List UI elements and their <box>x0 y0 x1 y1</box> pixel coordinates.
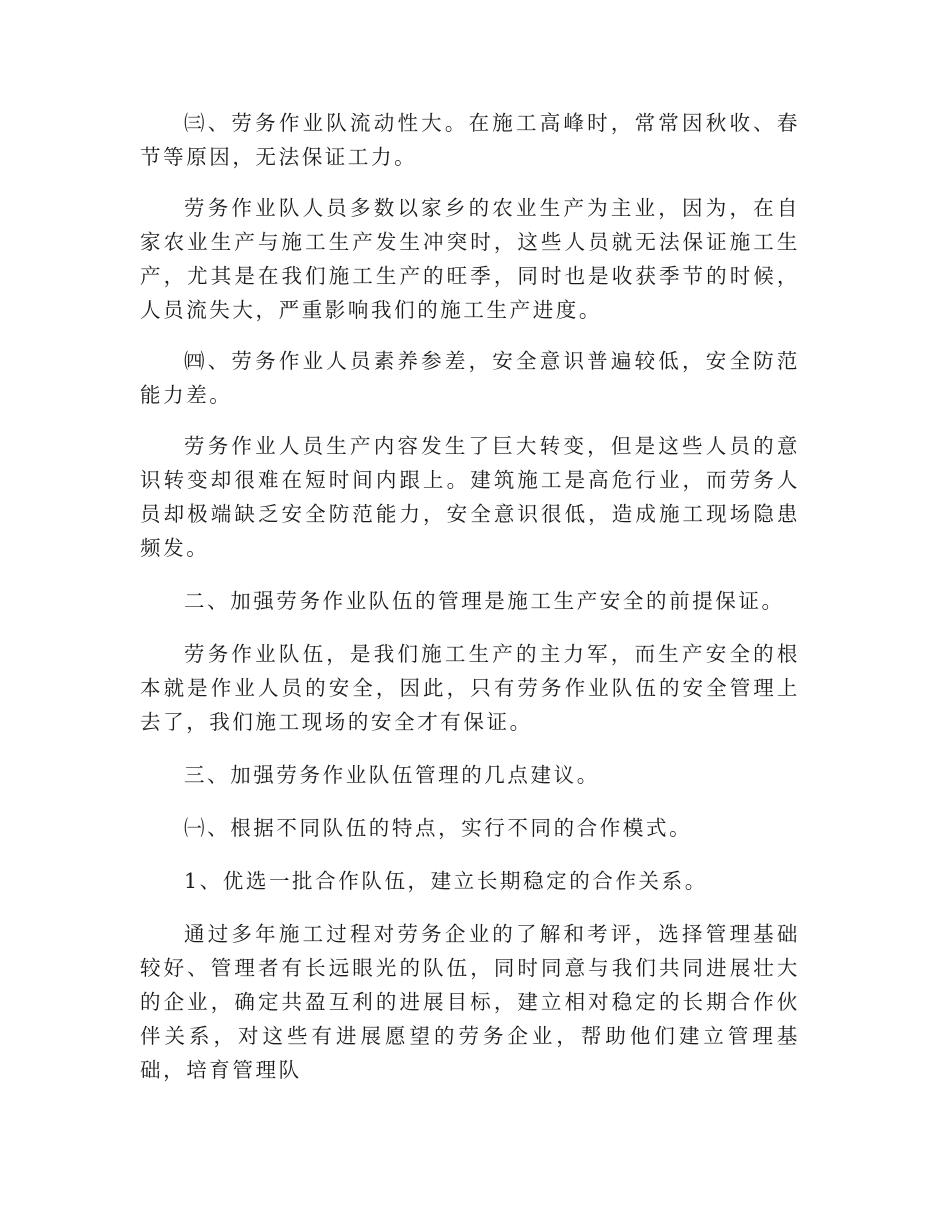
paragraph-safety-awareness-detail: 劳务作业人员生产内容发生了巨大转变，但是这些人员的意识转变却很难在短时间内跟上。建筑施工是高危行业，而劳务人员却极端缺乏安全防范能力，安全意识很低，造成施工现场隐患频发。 <box>140 434 800 560</box>
paragraph-section-two-detail: 劳务作业队伍，是我们施工生产的主力军，而生产安全的根本就是作业人员的安全，因此，只有劳务作业队伍的安全管理上去了，我们施工现场的安全才有保证。 <box>140 642 800 734</box>
subheading-cooperation-modes: ㈠、根据不同队伍的特点，实行不同的合作模式。 <box>184 816 693 840</box>
subheading-long-term-partners: 1、优选一批合作队伍，建立长期稳定的合作关系。 <box>184 869 708 893</box>
section-heading-two: 二、加强劳务作业队伍的管理是施工生产安全的前提保证。 <box>184 589 785 613</box>
paragraph-labor-mobility-detail: 劳务作业队人员多数以家乡的农业生产为主业，因为，在自家农业生产与施工生产发生冲突时，这些人员就无法保证施工生产，尤其是在我们施工生产的旺季，同时也是收获季节的时候，人员流失大，严重影响我们的施工生产进度。 <box>140 196 800 322</box>
paragraph-long-term-partners-detail: 通过多年施工过程对劳务企业的了解和考评，选择管理基础较好、管理者有长远眼光的队伍，同时同意与我们共同进展壮大的企业，确定共盈互利的进展目标，建立相对稳定的长期合作伙伴关系，对这些有进展愿望的劳务企业，帮助他们建立管理基础，培育管理队 <box>140 922 800 1082</box>
document-body <box>140 106 800 1087</box>
section-heading-three: 三、加强劳务作业队伍管理的几点建议。 <box>184 763 600 787</box>
paragraph-safety-awareness: ㈣、劳务作业人员素养参差，安全意识普遍较低，安全防范能力差。 <box>140 349 800 407</box>
paragraph-labor-mobility: ㈢、劳务作业队流动性大。在施工高峰时，常常因秋收、春节等原因，无法保证工力。 <box>140 111 800 169</box>
